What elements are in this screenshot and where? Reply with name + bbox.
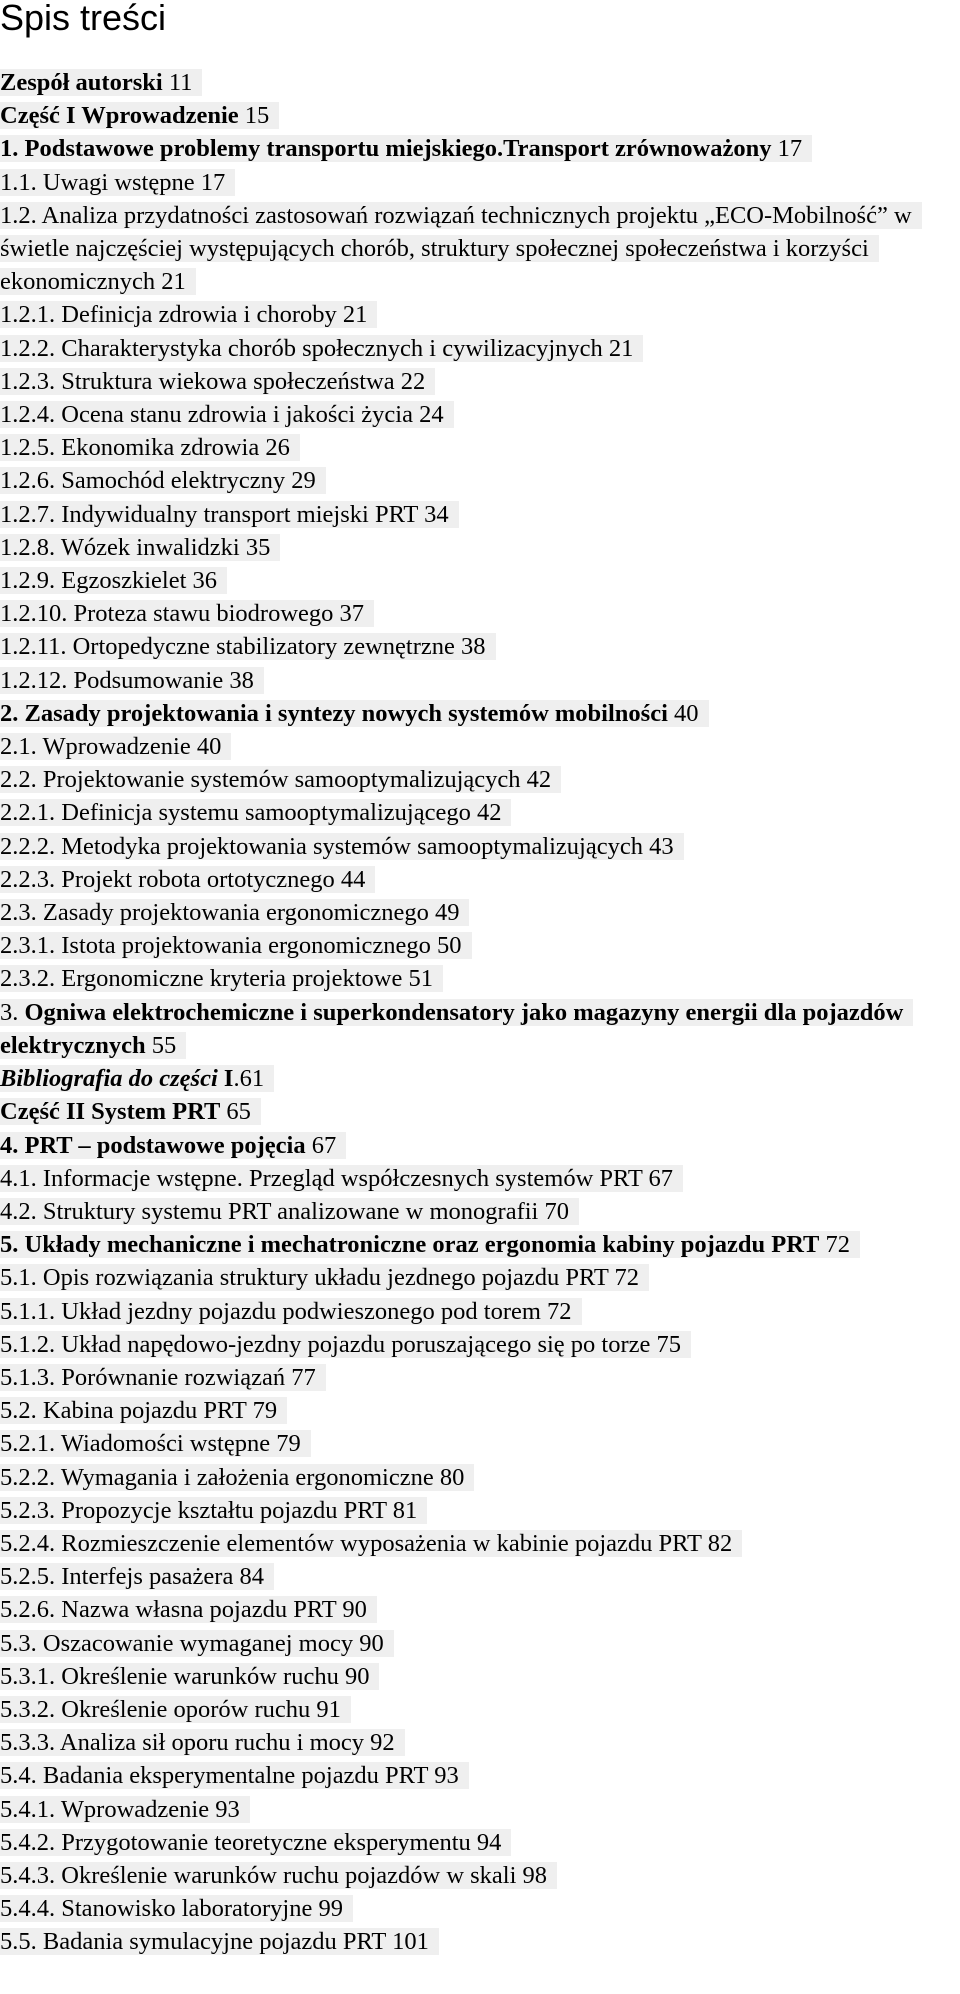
toc-entry-highlight: [0, 999, 913, 1059]
toc-entry-highlight: [0, 1165, 683, 1192]
toc-entry-title: Proteza stawu biodrowego: [73, 600, 334, 628]
toc-entry-title: Struktura wiekowa społeczeństwa: [61, 367, 395, 395]
toc-entry-number: 1.2.9.: [0, 567, 56, 595]
table-of-contents: [0, 66, 960, 1959]
toc-entry-title: Uwagi wstępne: [42, 168, 195, 196]
toc-entry-title: Badania eksperymentalne pojazdu PRT: [42, 1762, 429, 1790]
toc-entry-highlight: [0, 1464, 474, 1491]
toc-entry-page-number: 92: [370, 1729, 395, 1757]
toc-entry: [0, 1660, 960, 1693]
toc-entry: [0, 1361, 960, 1394]
toc-entry-highlight: [0, 1364, 326, 1391]
toc-entry: [0, 1195, 960, 1228]
toc-entry-title: Ergonomiczne kryteria projektowe: [61, 965, 403, 993]
toc-entry: [0, 199, 960, 299]
toc-entry: [0, 1826, 960, 1859]
toc-entry-page-number: 93: [434, 1762, 459, 1790]
toc-entry-highlight: [0, 733, 231, 760]
toc-entry-highlight: [0, 1663, 379, 1690]
toc-entry-title: 2. Zasady projektowania i syntezy nowych systemów mobilności: [0, 699, 668, 727]
toc-entry-highlight: [0, 1098, 261, 1125]
toc-entry-highlight: [0, 633, 496, 660]
toc-entry-number: 5.3.: [0, 1629, 37, 1657]
toc-entry-title: Charakterystyka chorób społecznych i cywilizacyjnych: [61, 334, 603, 362]
toc-entry-title: Przygotowanie teoretyczne eksperymentu: [61, 1828, 471, 1856]
toc-entry: [0, 498, 960, 531]
toc-entry-title: Samochód elektryczny: [61, 467, 286, 495]
toc-entry-page-number: 94: [476, 1828, 502, 1856]
toc-entry-page-number: 21: [608, 334, 634, 362]
toc-entry-number: 1.2.5.: [0, 434, 56, 462]
toc-entry-highlight: [0, 1729, 405, 1756]
toc-entry: [0, 531, 960, 564]
toc-entry-page-number: 101: [392, 1928, 429, 1956]
toc-entry: [0, 1162, 960, 1195]
toc-entry-title: Część II System PRT: [0, 1098, 221, 1126]
toc-entry-highlight: [0, 866, 375, 893]
toc-entry-highlight: [0, 1264, 649, 1291]
toc-entry: [0, 1295, 960, 1328]
toc-entry-highlight: [0, 1630, 394, 1657]
toc-entry: [0, 996, 960, 1062]
toc-entry: [0, 830, 960, 863]
toc-entry-page-number: 93: [215, 1795, 240, 1823]
toc-entry-page-number: 40: [196, 733, 222, 761]
toc-entry: [0, 1859, 960, 1892]
toc-entry-title: Analiza sił oporu ruchu i mocy: [59, 1729, 365, 1757]
toc-entry-number: 2.3.: [0, 899, 37, 927]
toc-entry-page-number: 40: [674, 699, 699, 727]
toc-entry: [0, 1726, 960, 1759]
toc-entry-title: Informacje wstępne. Przegląd współczesnych systemów PRT: [42, 1164, 643, 1192]
toc-entry-number: 4.2.: [0, 1197, 37, 1225]
toc-entry: [0, 1759, 960, 1792]
toc-entry-page-number: 55: [151, 1031, 177, 1059]
toc-entry-highlight: [0, 202, 922, 295]
toc-entry-page-number: 90: [359, 1629, 384, 1657]
toc-entry-page-number: 67: [311, 1131, 337, 1159]
toc-entry-highlight: [0, 1928, 439, 1955]
toc-entry-highlight: [0, 1829, 511, 1856]
toc-entry-title: Ekonomika zdrowia: [61, 434, 260, 462]
toc-entry-page-number: 91: [316, 1695, 341, 1723]
toc-entry-page-number: 99: [318, 1895, 343, 1923]
toc-entry: [0, 66, 960, 99]
toc-entry-title: Podsumowanie: [73, 666, 224, 694]
toc-entry-page-number: 15: [244, 102, 270, 130]
toc-entry: [0, 929, 960, 962]
toc-entry: [0, 1925, 960, 1958]
toc-entry: [0, 1062, 960, 1095]
toc-entry-highlight: [0, 368, 435, 395]
toc-entry: [0, 99, 960, 132]
toc-entry-number: 5.1.2.: [0, 1330, 56, 1358]
toc-entry-highlight: [0, 600, 374, 627]
toc-entry-title: Określenie oporów ruchu: [61, 1695, 311, 1723]
toc-entry-page-number: 38: [229, 666, 254, 694]
toc-entry: [0, 664, 960, 697]
toc-entry: [0, 564, 960, 597]
toc-entry-highlight: [0, 766, 561, 793]
toc-entry-number: 5.2.: [0, 1397, 37, 1425]
toc-entry-highlight: [0, 135, 812, 162]
toc-entry-highlight: [0, 401, 454, 428]
toc-entry-highlight: [0, 1298, 582, 1325]
toc-entry-title: Układ jezdny pojazdu podwieszonego pod torem: [61, 1297, 541, 1325]
toc-entry: [0, 1593, 960, 1626]
toc-entry-title: Ocena stanu zdrowia i jakości życia: [61, 401, 413, 429]
toc-entry-number: 5.2.5.: [0, 1563, 56, 1591]
toc-entry: [0, 431, 960, 464]
toc-entry-number: 1.2.3.: [0, 367, 56, 395]
toc-entry-highlight: [0, 102, 279, 129]
toc-entry-page-number: 38: [461, 633, 486, 661]
toc-entry-page-number: 72: [547, 1297, 572, 1325]
toc-entry-page-number: 90: [344, 1662, 370, 1690]
toc-entry-page-number: 26: [265, 434, 290, 462]
toc-entry-title: Wózek inwalidzki: [60, 533, 240, 561]
toc-entry-title: Opis rozwiązania struktury układu jezdnego pojazdu PRT: [42, 1264, 609, 1292]
toc-entry-highlight: [0, 1331, 691, 1358]
toc-entry-page-number: 21: [161, 268, 186, 296]
toc-entry: [0, 796, 960, 829]
toc-entry-number: 5.5.: [0, 1928, 37, 1956]
toc-entry-number: 5.2.3.: [0, 1496, 56, 1524]
toc-entry: [0, 1328, 960, 1361]
toc-entry-highlight: [0, 1862, 557, 1889]
toc-entry-page-number: 77: [291, 1363, 316, 1391]
toc-entry-title: Struktury systemu PRT analizowane w monografii: [42, 1197, 539, 1225]
toc-entry-page-number: 70: [544, 1197, 569, 1225]
toc-entry-highlight: [0, 335, 643, 362]
toc-entry-number: 2.2.: [0, 766, 37, 794]
toc-entry: [0, 1095, 960, 1128]
toc-entry: [0, 1394, 960, 1427]
toc-entry-title: Badania symulacyjne pojazdu PRT: [42, 1928, 386, 1956]
toc-entry-number: 4.1.: [0, 1164, 37, 1192]
toc-entry-number: 5.1.3.: [0, 1363, 56, 1391]
toc-entry-number: 5.4.2.: [0, 1828, 56, 1856]
toc-entry-highlight: [0, 1596, 377, 1623]
toc-entry-title: Określenie warunków ruchu: [61, 1662, 339, 1690]
toc-entry-title: 1. Podstawowe problemy transportu miejskiego.Transport zrównoważony: [0, 135, 772, 163]
toc-entry-highlight: [0, 1696, 351, 1723]
toc-entry-number: 2.3.1.: [0, 932, 56, 960]
toc-entry-title: Ortopedyczne stabilizatory zewnętrzne: [72, 633, 455, 661]
toc-entry-number: 5.3.2.: [0, 1695, 56, 1723]
toc-entry-page-number: 22: [400, 367, 426, 395]
toc-entry-page-number: 11: [168, 69, 193, 96]
toc-entry: [0, 132, 960, 165]
toc-entry-highlight: [0, 1895, 353, 1922]
toc-entry-title: Wprowadzenie: [42, 733, 191, 761]
toc-entry-page-number: 72: [825, 1231, 851, 1259]
toc-entry-title: Projektowanie systemów samooptymalizujących: [42, 766, 521, 794]
toc-entry-number: 5.4.3.: [0, 1861, 56, 1889]
toc-entry: [0, 730, 960, 763]
toc-entry-highlight: [0, 1231, 860, 1258]
toc-entry-title: Analiza przydatności zastosowań rozwiązań technicznych projektu „ECO-Mobilność” w świetle najczęściej występujących chorób, struktury społecznej społeczeństwa i korzyści ekonomicznych: [0, 201, 912, 296]
toc-entry-highlight: [0, 833, 684, 860]
page-title: Spis treści: [0, 0, 167, 38]
toc-entry: [0, 962, 960, 995]
toc-entry-page-number: .61: [233, 1065, 265, 1093]
toc-entry-page-number: 29: [291, 467, 316, 495]
toc-entry-page-number: 24: [419, 401, 444, 429]
toc-entry-number: 1.2.1.: [0, 301, 56, 329]
toc-entry: [0, 1527, 960, 1560]
toc-entry-number: 1.2.7.: [0, 500, 56, 528]
toc-entry-page-number: 79: [276, 1430, 301, 1458]
toc-entry-title: Stanowisko laboratoryjne: [61, 1895, 313, 1923]
toc-entry-page-number: 75: [656, 1330, 682, 1358]
toc-entry-title: Indywidualny transport miejski PRT: [61, 500, 418, 528]
toc-entry-highlight: [0, 1132, 346, 1159]
toc-entry-title: Rozmieszczenie elementów wyposażenia w kabinie pojazdu PRT: [61, 1529, 702, 1557]
toc-entry-highlight: [0, 567, 227, 594]
toc-entry: [0, 1261, 960, 1294]
toc-entry: [0, 1129, 960, 1162]
toc-entry-number: 2.2.1.: [0, 799, 56, 827]
toc-entry: [0, 763, 960, 796]
toc-entry-title: Określenie warunków ruchu pojazdów w skali: [61, 1861, 517, 1889]
toc-entry-number: 1.2.8.: [0, 533, 56, 561]
toc-entry-page-number: 36: [192, 567, 218, 595]
toc-entry: [0, 398, 960, 431]
toc-entry: [0, 630, 960, 663]
toc-entry-highlight: [0, 169, 235, 196]
toc-entry-number: 1.2.2.: [0, 334, 56, 362]
toc-entry-highlight: [0, 1762, 469, 1789]
toc-entry-page-number: 43: [649, 832, 674, 860]
toc-entry-page-number: 79: [252, 1397, 278, 1425]
toc-entry: [0, 1461, 960, 1494]
toc-entry-title: Wiadomości wstępne: [60, 1430, 271, 1458]
toc-entry: [0, 896, 960, 929]
toc-entry: [0, 1693, 960, 1726]
toc-entry: [0, 863, 960, 896]
toc-entry: [0, 1228, 960, 1261]
toc-entry-highlight: [0, 667, 264, 694]
toc-entry-number: 5.4.: [0, 1762, 37, 1790]
toc-entry-title: Nazwa własna pojazdu PRT: [61, 1596, 337, 1624]
toc-entry: [0, 464, 960, 497]
toc-entry-page-number: 17: [777, 135, 803, 163]
toc-entry-title: Definicja zdrowia i choroby: [61, 301, 337, 329]
toc-entry-title: Porównanie rozwiązań: [61, 1363, 286, 1391]
toc-entry-page-number: 17: [200, 168, 226, 196]
toc-entry: [0, 332, 960, 365]
toc-entry: [0, 597, 960, 630]
toc-entry-page-number: 42: [476, 799, 502, 827]
toc-entry-page-number: 49: [434, 899, 460, 927]
toc-entry-number: 2.2.3.: [0, 865, 56, 893]
toc-entry-highlight: [0, 965, 443, 992]
toc-entry-highlight: [0, 700, 709, 727]
toc-entry-page-number: 50: [437, 932, 462, 960]
toc-entry-title: Ogniwa elektrochemiczne i superkondensatory jako magazyny energii dla pojazdów elektrycznych: [0, 998, 904, 1059]
toc-entry-page-number: 65: [226, 1098, 251, 1126]
toc-entry-highlight: [0, 1796, 250, 1823]
toc-entry-title: Istota projektowania ergonomicznego: [61, 932, 431, 960]
toc-entry-page-number: 67: [648, 1164, 674, 1192]
toc-entry-page-number: 80: [439, 1463, 465, 1491]
toc-entry-highlight: [0, 1497, 427, 1524]
toc-entry-highlight: [0, 932, 472, 959]
toc-entry-highlight: [0, 534, 280, 561]
toc-entry-page-number: 51: [408, 965, 433, 993]
toc-entry: [0, 697, 960, 730]
toc-entry-number: 1.2.11.: [0, 633, 67, 661]
toc-entry-highlight: [0, 1065, 274, 1092]
toc-entry-title: Kabina pojazdu PRT: [42, 1397, 247, 1425]
toc-entry-title: Interfejs pasażera: [61, 1563, 234, 1591]
toc-entry-page-number: 84: [239, 1563, 264, 1591]
toc-entry-number: 1.1.: [0, 168, 37, 196]
toc-entry-highlight: [0, 69, 202, 96]
toc-entry-page-number: 90: [342, 1596, 367, 1624]
toc-entry-number: 1.2.: [0, 201, 37, 229]
toc-entry-page-number: 82: [707, 1529, 733, 1557]
toc-entry-highlight: [0, 434, 300, 461]
toc-entry-title: Część I Wprowadzenie: [0, 102, 239, 130]
toc-entry-page-number: 98: [522, 1861, 548, 1889]
toc-entry-title: Bibliografia do części: [0, 1065, 218, 1093]
toc-entry-page-number: 35: [245, 533, 271, 561]
toc-entry-number: 1.2.12.: [0, 666, 68, 694]
toc-entry-title: Zespół autorski: [0, 69, 163, 96]
toc-entry-page-number: 37: [339, 600, 365, 628]
toc-entry-title: 5. Układy mechaniczne i mechatroniczne oraz ergonomia kabiny pojazdu PRT: [0, 1231, 820, 1259]
toc-entry-page-number: 81: [392, 1496, 418, 1524]
toc-entry-highlight: [0, 501, 459, 528]
toc-entry-number: 1.2.6.: [0, 467, 56, 495]
toc-entry-number: 5.2.2.: [0, 1463, 56, 1491]
toc-entry-title: Projekt robota ortotycznego: [61, 865, 335, 893]
toc-entry-number: 5.4.4.: [0, 1895, 56, 1923]
toc-entry-title: Oszacowanie wymaganej mocy: [42, 1629, 354, 1657]
toc-entry-number: 3.: [0, 998, 19, 1026]
toc-entry-number: 1.2.10.: [0, 600, 68, 628]
toc-entry-title: 4. PRT – podstawowe pojęcia: [0, 1131, 306, 1159]
toc-entry-title: Metodyka projektowania systemów samooptymalizujących: [61, 832, 643, 860]
toc-entry-page-number: 44: [340, 865, 366, 893]
toc-entry-title: Układ napędowo-jezdny pojazdu poruszającego się po torze: [61, 1330, 651, 1358]
toc-entry-highlight: [0, 467, 326, 494]
toc-entry-page-number: 42: [526, 766, 552, 794]
toc-entry: [0, 1892, 960, 1925]
toc-entry-number: 5.3.1.: [0, 1662, 56, 1690]
toc-entry-number: 5.1.: [0, 1264, 37, 1292]
toc-entry: [0, 1494, 960, 1527]
toc-entry-part: I: [223, 1065, 234, 1093]
toc-entry-highlight: [0, 799, 511, 826]
toc-entry-title: Zasady projektowania ergonomicznego: [42, 899, 429, 927]
toc-entry-title: Wprowadzenie: [60, 1795, 210, 1823]
toc-entry-number: 5.2.6.: [0, 1596, 56, 1624]
toc-entry: [0, 298, 960, 331]
toc-entry-number: 2.1.: [0, 733, 37, 761]
toc-entry-page-number: 21: [342, 301, 368, 329]
toc-entry-number: 5.1.1.: [0, 1297, 56, 1325]
toc-entry-highlight: [0, 1198, 579, 1225]
toc-entry-highlight: [0, 1530, 742, 1557]
toc-entry-title: Propozycje kształtu pojazdu PRT: [61, 1496, 387, 1524]
toc-entry-highlight: [0, 301, 377, 328]
toc-entry-highlight: [0, 1397, 287, 1424]
toc-entry-number: 5.2.4.: [0, 1529, 56, 1557]
toc-entry: [0, 365, 960, 398]
toc-entry-highlight: [0, 1430, 311, 1457]
toc-entry: [0, 1560, 960, 1593]
toc-entry-highlight: [0, 899, 469, 926]
toc-entry-page-number: 72: [614, 1264, 640, 1292]
toc-entry: [0, 1793, 960, 1826]
toc-entry: [0, 1427, 960, 1460]
toc-entry-number: 2.2.2.: [0, 832, 56, 860]
toc-entry-highlight: [0, 1563, 274, 1590]
toc-entry-number: 5.2.1.: [0, 1430, 56, 1458]
toc-entry-number: 2.3.2.: [0, 965, 56, 993]
toc-entry-title: Egzoszkielet: [61, 567, 187, 595]
toc-entry-title: Wymagania i założenia ergonomiczne: [60, 1463, 434, 1491]
toc-entry: [0, 1627, 960, 1660]
toc-entry-number: 5.3.3.: [0, 1729, 56, 1757]
toc-entry-title: Definicja systemu samooptymalizującego: [61, 799, 471, 827]
toc-entry-page-number: 34: [424, 500, 449, 528]
toc-entry-number: 1.2.4.: [0, 401, 56, 429]
toc-entry-number: 5.4.1.: [0, 1795, 56, 1823]
toc-entry: [0, 166, 960, 199]
